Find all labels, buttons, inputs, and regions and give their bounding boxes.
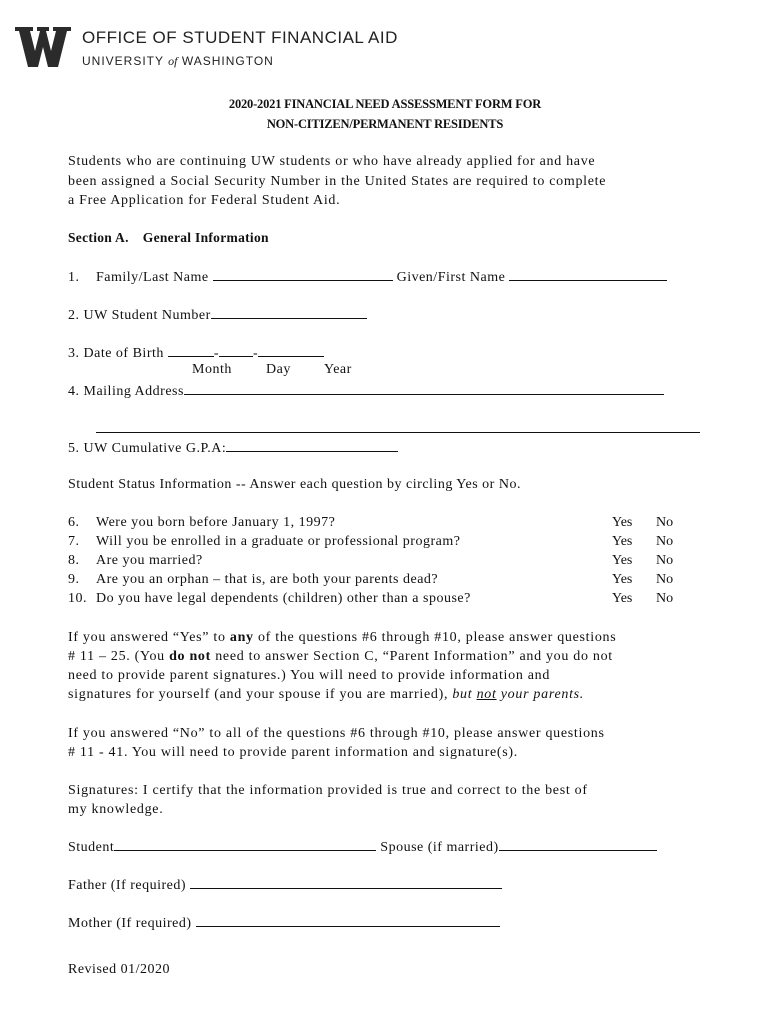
field-gpa: 5. UW Cumulative G.P.A: bbox=[68, 439, 398, 457]
status-question-row: 10. Do you have legal dependents (children) other than a spouse? bbox=[68, 591, 471, 606]
yes-para-line3: need to provide parent signatures.) You will need to provide information and bbox=[68, 668, 551, 683]
gpa-input[interactable] bbox=[226, 439, 398, 452]
section-a-heading: Section A. General Information bbox=[68, 230, 269, 245]
no-para-line1: If you answered “No” to all of the questions #6 through #10, please answer questions bbox=[68, 726, 605, 741]
yes-para-line2: # 11 – 25. (You do not need to answer Section C, “Parent Information” and you do not bbox=[68, 649, 613, 664]
yes-option[interactable]: Yes bbox=[612, 553, 633, 568]
field-mailing-address: 4. Mailing Address bbox=[68, 382, 664, 400]
status-question-row: 6. Were you born before January 1, 1997? bbox=[68, 515, 336, 530]
no-option[interactable]: No bbox=[656, 534, 674, 549]
signatures-line2: my knowledge. bbox=[68, 802, 164, 817]
student-signature-row: Student Spouse (if married) bbox=[68, 838, 657, 856]
yes-para-line4: signatures for yourself (and your spouse if you are married), but not your parents. bbox=[68, 687, 585, 702]
status-intro: Student Status Information -- Answer each question by circling Yes or No. bbox=[68, 477, 521, 492]
mother-signature-row: Mother (If required) bbox=[68, 914, 500, 932]
yes-option[interactable]: Yes bbox=[612, 534, 633, 549]
yes-option[interactable]: Yes bbox=[612, 572, 633, 587]
yes-para-line1: If you answered “Yes” to any of the questions #6 through #10, please answer questions bbox=[68, 630, 617, 645]
spouse-signature-input[interactable] bbox=[499, 838, 657, 851]
no-para-line2: # 11 - 41. You will need to provide parent information and signature(s). bbox=[68, 745, 518, 760]
intro-line1: Students who are continuing UW students or who have already applied for and have bbox=[68, 154, 596, 169]
dob-month-input[interactable] bbox=[168, 344, 214, 357]
intro-line3: a Free Application for Federal Student Aid. bbox=[68, 193, 341, 208]
signatures-line1: Signatures: I certify that the information provided is true and correct to the best of bbox=[68, 783, 588, 798]
father-signature-input[interactable] bbox=[190, 876, 502, 889]
dob-day-label: Day bbox=[266, 362, 291, 377]
mailing-address-input[interactable] bbox=[184, 382, 664, 395]
dob-day-input[interactable] bbox=[219, 344, 253, 357]
mother-signature-input[interactable] bbox=[196, 914, 500, 927]
field-date-of-birth: 3. Date of Birth - - bbox=[68, 344, 324, 362]
family-name-input[interactable] bbox=[213, 268, 393, 281]
mailing-address-line2[interactable] bbox=[96, 432, 700, 433]
student-signature-input[interactable] bbox=[114, 838, 376, 851]
given-name-input[interactable] bbox=[509, 268, 667, 281]
intro-line2: been assigned a Social Security Number in the United States are required to complete bbox=[68, 174, 607, 189]
status-question-row: 9. Are you an orphan – that is, are both your parents dead? bbox=[68, 572, 439, 587]
form-title-line1: 2020-2021 FINANCIAL NEED ASSESSMENT FORM FOR bbox=[228, 97, 542, 111]
no-option[interactable]: No bbox=[656, 553, 674, 568]
dob-year-input[interactable] bbox=[258, 344, 324, 357]
revised-date: Revised 01/2020 bbox=[68, 962, 170, 977]
field-student-number: 2. UW Student Number bbox=[68, 306, 367, 324]
no-option[interactable]: No bbox=[656, 591, 674, 606]
no-option[interactable]: No bbox=[656, 515, 674, 530]
yes-option[interactable]: Yes bbox=[612, 515, 633, 530]
office-name: OFFICE OF STUDENT FINANCIAL AID bbox=[82, 28, 398, 47]
field-family-name: 1. Family/Last Name Given/First Name bbox=[68, 268, 667, 286]
status-question-row: 8. Are you married? bbox=[68, 553, 203, 568]
status-question-row: 7. Will you be enrolled in a graduate or professional program? bbox=[68, 534, 461, 549]
father-signature-row: Father (If required) bbox=[68, 876, 502, 894]
yes-option[interactable]: Yes bbox=[612, 591, 633, 606]
uw-logo-icon bbox=[15, 27, 71, 67]
student-number-input[interactable] bbox=[211, 306, 367, 319]
dob-month-label: Month bbox=[192, 362, 232, 377]
dob-year-label: Year bbox=[324, 362, 352, 377]
given-name-label: Given/First Name bbox=[396, 270, 506, 285]
university-name: UNIVERSITY of WASHINGTON bbox=[82, 54, 274, 68]
form-title-line2: NON-CITIZEN/PERMANENT RESIDENTS bbox=[266, 117, 504, 131]
no-option[interactable]: No bbox=[656, 572, 674, 587]
